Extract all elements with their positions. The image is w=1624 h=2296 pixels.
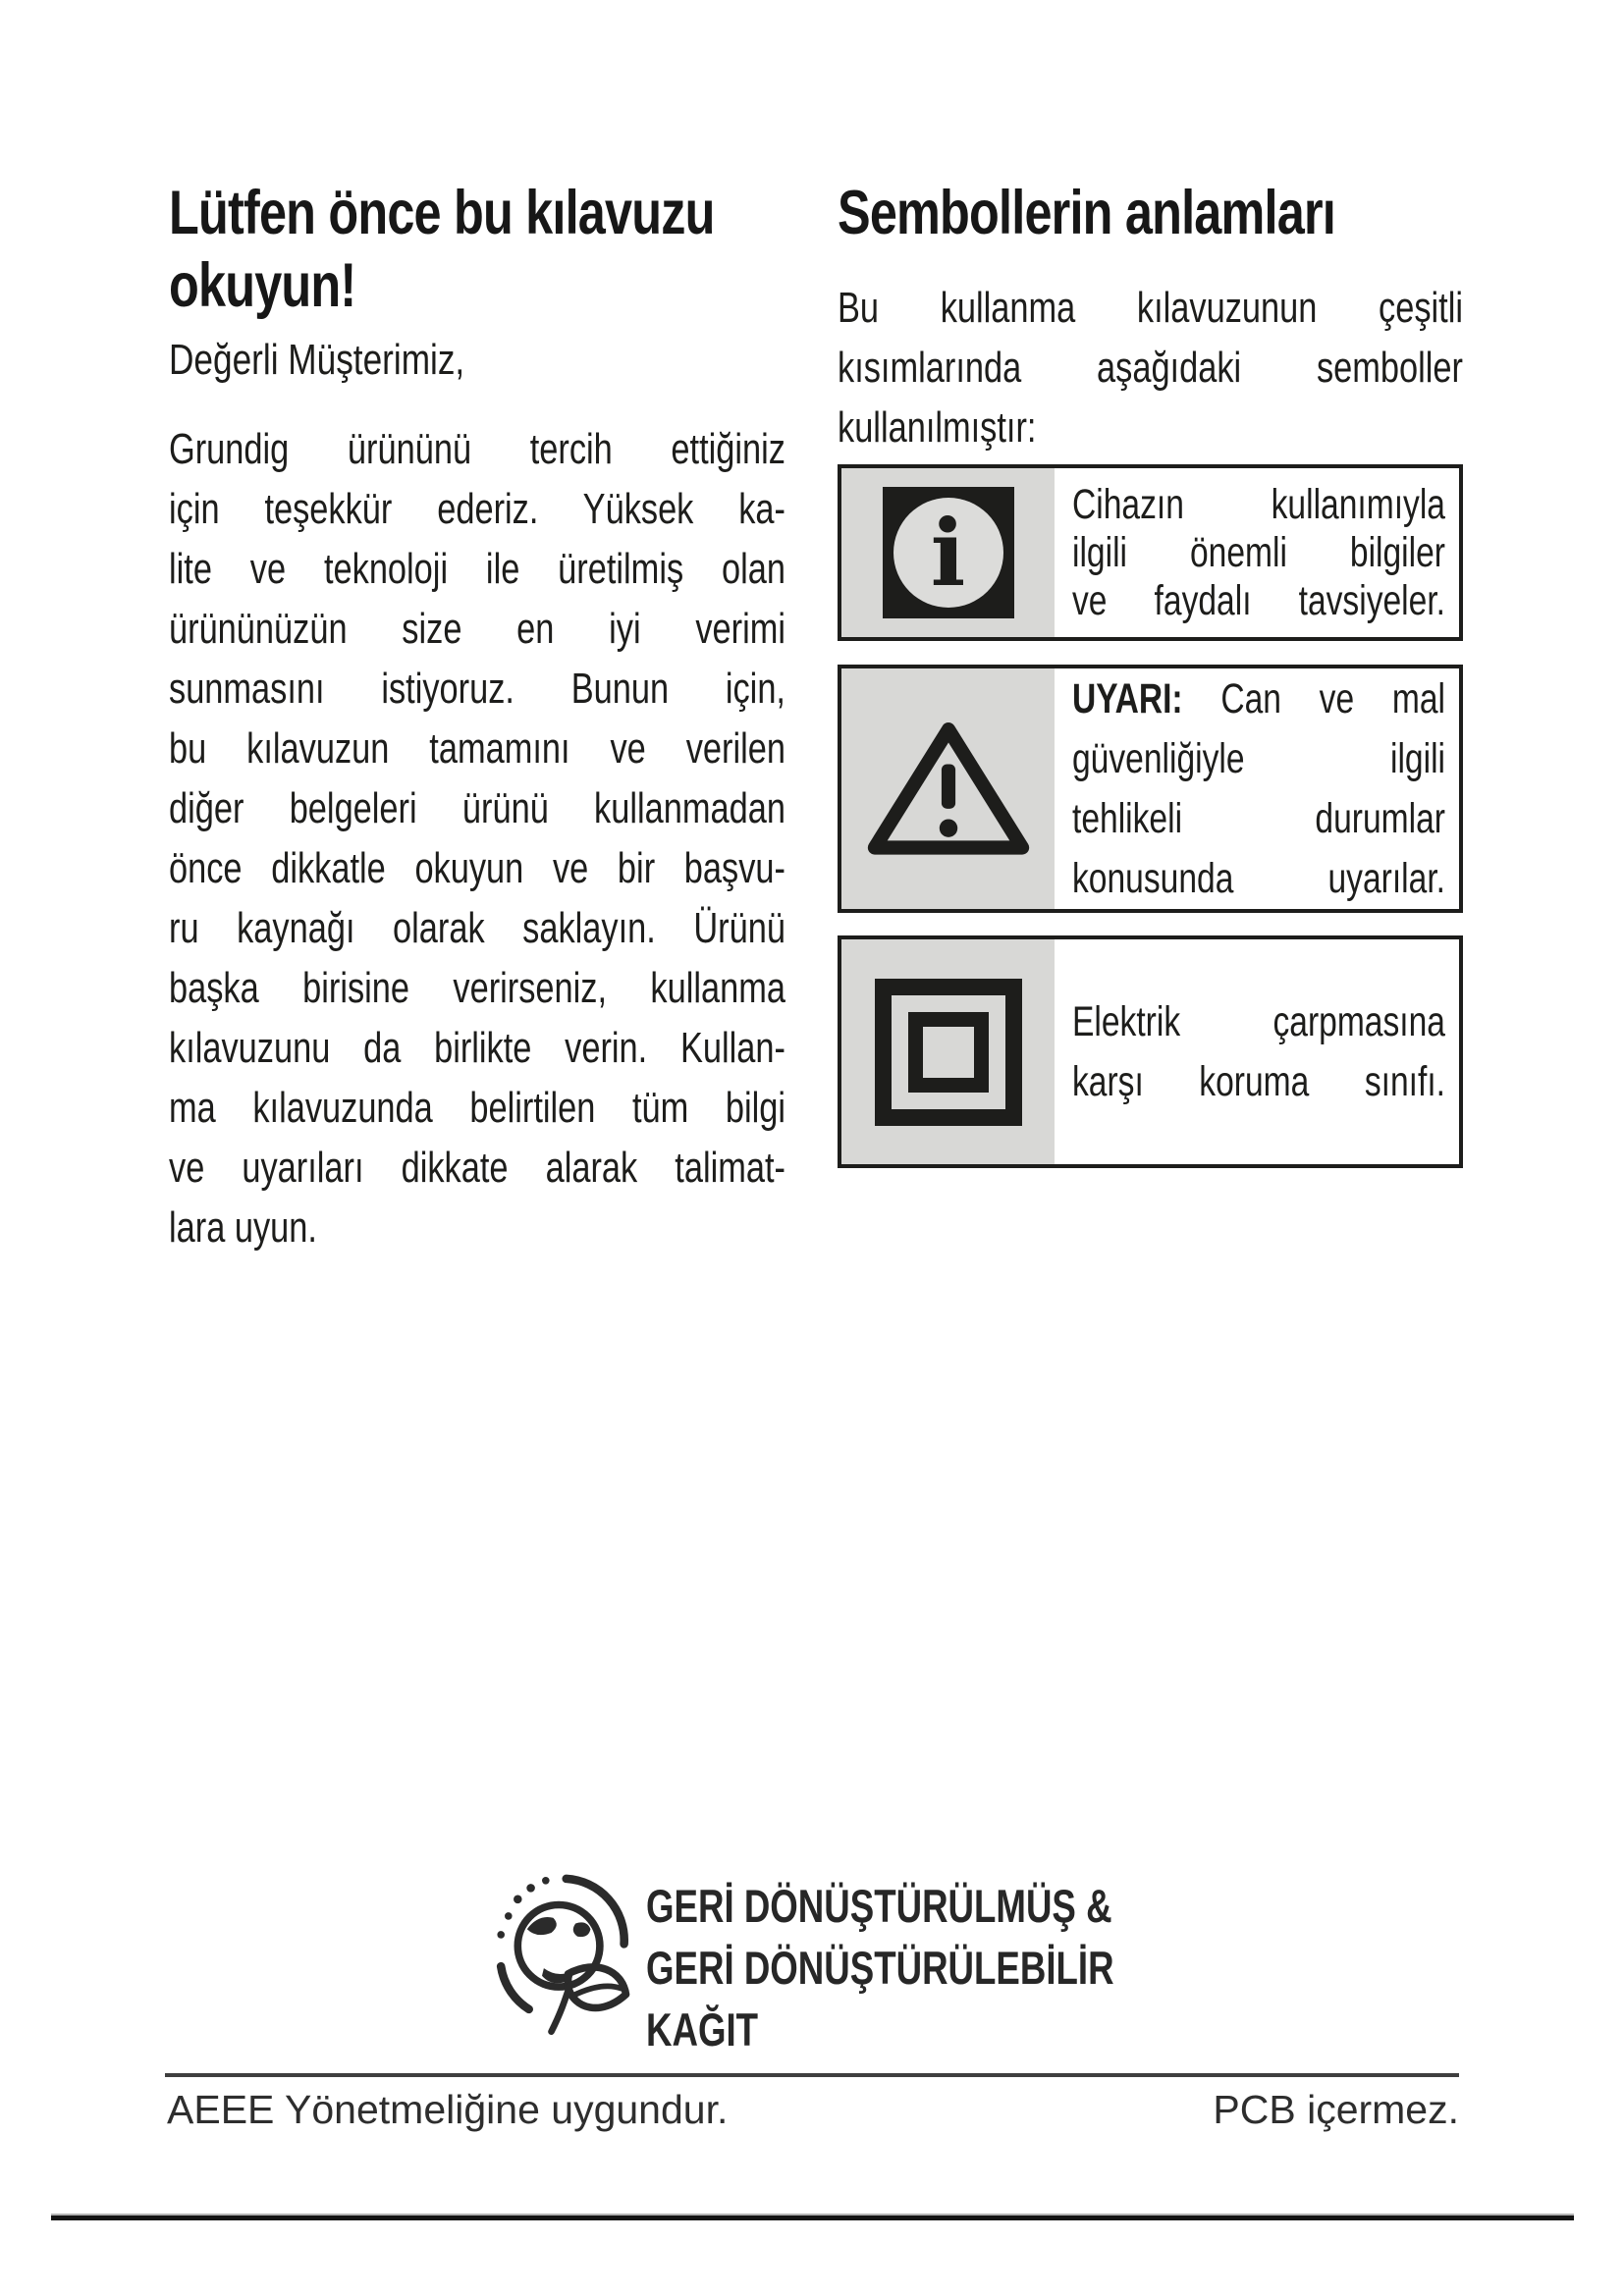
symbol-cell — [841, 668, 1055, 909]
recycle-text-line: GERİ DÖNÜŞTÜRÜLEBİLİR — [646, 1942, 1114, 1994]
text-line: ve uyarıları dikkate alarak talimat- — [169, 1144, 785, 1192]
text-line: önce dikkatle okuyun ve bir başvu- — [169, 844, 785, 892]
text-line: kullanılmıştır: — [838, 403, 1037, 452]
recycle-text-line: GERİ DÖNÜŞTÜRÜLMÜŞ & — [646, 1880, 1112, 1932]
text-line: Cihazın kullanımıyla — [1072, 480, 1445, 528]
symbol-cell — [841, 468, 1055, 637]
heading-line: Sembollerin anlamları — [838, 179, 1335, 247]
text-line: kısımlarında aşağıdaki semboller — [838, 344, 1463, 392]
right-heading — [838, 177, 1463, 249]
info-icon-glyph: i — [930, 500, 966, 608]
text-line: ma kılavuzunda belirtilen tüm bilgi — [169, 1084, 785, 1132]
text-line: bu kılavuzun tamamını ve verilen — [169, 724, 785, 773]
salutation-text: Değerli Müşterimiz, — [169, 336, 465, 384]
text-line: güvenliğiyle ilgili — [1072, 734, 1445, 782]
text-line: ilgili önemli bilgiler — [1072, 528, 1445, 576]
text-line: karşı koruma sınıfı. — [1072, 1057, 1445, 1105]
text-line: Bu kullanma kılavuzunun çeşitli — [838, 284, 1463, 332]
text-line: ru kaynağı olarak saklayın. Ürünü — [169, 904, 785, 952]
footer-left-text: AEEE Yönetmeliğine uygundur. — [167, 2087, 729, 2132]
recycle-text — [646, 1875, 1246, 2060]
symbol-description — [1055, 668, 1459, 909]
text-line: başka birisine verirseniz, kullanma — [169, 964, 785, 1012]
class2-protection-icon — [875, 979, 1022, 1126]
symbol-description — [1055, 468, 1459, 637]
text-line: Grundig ürününü tercih ettiğiniz — [169, 425, 785, 473]
text-line: ürününüzün size en iyi verimi — [169, 605, 785, 653]
text-line: sunmasını istiyoruz. Bunun için, — [169, 665, 785, 713]
warning-icon — [865, 720, 1032, 859]
symbol-box-info — [838, 464, 1463, 641]
info-icon-circle — [893, 498, 1003, 608]
symbol-box-warning — [838, 665, 1463, 913]
heading-line: okuyun! — [169, 251, 356, 320]
text-line: tehlikeli durumlar — [1072, 794, 1445, 842]
recycle-text-line: KAĞIT — [646, 2003, 759, 2056]
footer-rule — [165, 2073, 1459, 2077]
symbol-box-class2 — [838, 935, 1463, 1168]
symbol-cell — [841, 939, 1055, 1164]
intro-paragraph — [169, 419, 785, 1257]
text-line: Elektrik çarpmasına — [1072, 997, 1445, 1045]
recycled-paper-icon — [486, 1863, 635, 2040]
text-line: ve faydalı tavsiyeler. — [1072, 576, 1445, 624]
symbols-intro-paragraph — [838, 278, 1463, 457]
text-line: lite ve teknoloji ile üretilmiş olan — [169, 545, 785, 593]
text-line: lara uyun. — [169, 1203, 317, 1252]
bottom-rule — [51, 2214, 1574, 2220]
warning-line-rest: Can ve mal — [1182, 674, 1445, 722]
text-line: konusunda uyarılar. — [1072, 854, 1445, 902]
text-line — [1072, 669, 1445, 729]
text-line: diğer belgeleri ürünü kullanmadan — [169, 784, 785, 832]
heading-line: Lütfen önce bu kılavuzu — [169, 179, 715, 247]
footer-right-text: PCB içermez. — [1213, 2087, 1459, 2132]
class2-inner-square — [908, 1012, 989, 1093]
salutation — [169, 330, 785, 390]
left-heading — [169, 177, 785, 322]
recycle-block — [486, 1863, 635, 2045]
warning-label: UYARI: — [1072, 674, 1183, 722]
symbol-description — [1055, 939, 1459, 1164]
text-line: kılavuzunu da birlikte verin. Kullan- — [169, 1024, 785, 1072]
text-line: için teşekkür ederiz. Yüksek ka- — [169, 485, 785, 533]
info-icon — [883, 487, 1014, 618]
